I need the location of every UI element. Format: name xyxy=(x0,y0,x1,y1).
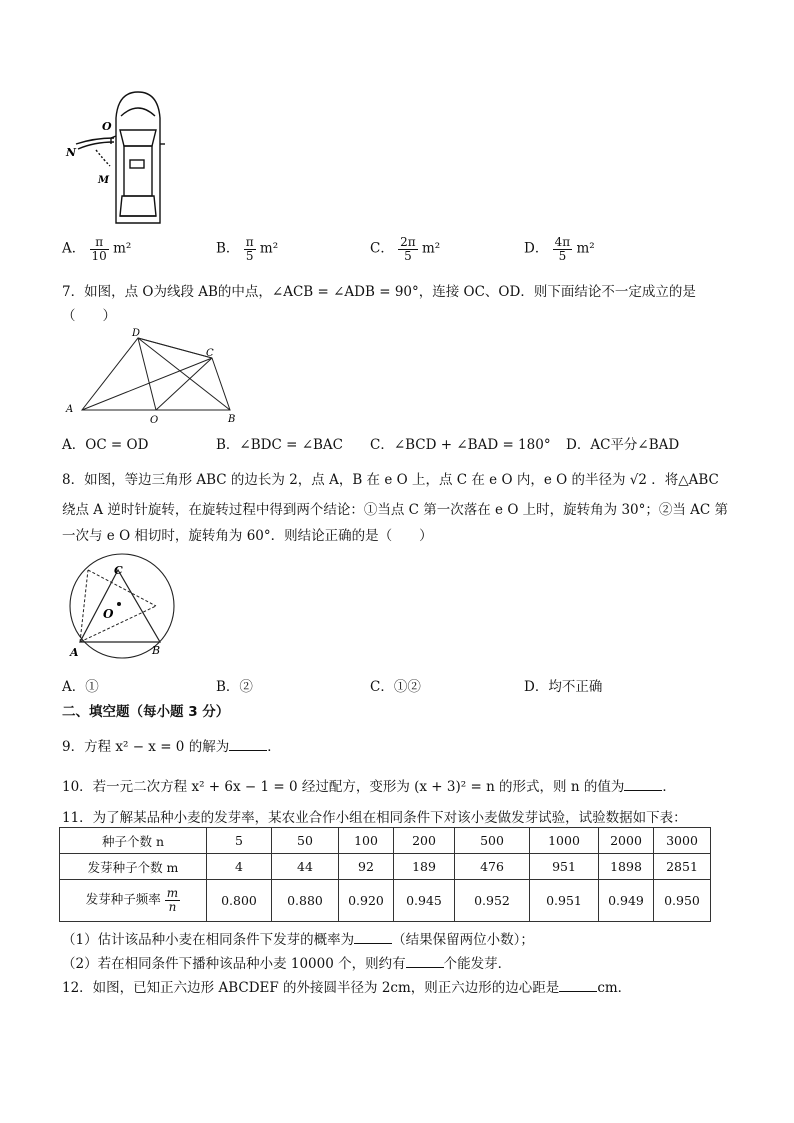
q10-answer-blank[interactable] xyxy=(624,778,662,791)
label-O: O xyxy=(103,607,114,621)
q7-option-d[interactable]: D．AC平分∠BAD xyxy=(566,437,680,453)
table-cell: 44 xyxy=(272,854,339,880)
q11-sub1-answer-blank[interactable] xyxy=(354,931,392,944)
table-cell: 92 xyxy=(339,854,394,880)
rotated-side-3 xyxy=(80,606,156,642)
car-rear-window xyxy=(120,196,156,216)
q7-stem-line2: （ ） xyxy=(62,308,116,324)
side-mirror xyxy=(76,138,114,149)
q12-answer-blank[interactable] xyxy=(559,979,597,992)
table-cell: 5 xyxy=(207,828,272,854)
q12: 12．如图，已知正六边形 ABCDEF 的外接圆半径为 2cm，则正六边形的边心距是 cm． xyxy=(62,980,632,996)
table-cell: 2851 xyxy=(654,854,711,880)
table-cell: 200 xyxy=(394,828,455,854)
q11-sub2-answer-blank[interactable] xyxy=(406,955,444,968)
center-O-dot xyxy=(117,602,121,606)
mirror-hinge xyxy=(111,136,116,144)
table-cell: 4 xyxy=(207,854,272,880)
label-O: O xyxy=(102,120,112,133)
car-roof xyxy=(124,146,152,196)
table-cell: 1000 xyxy=(530,828,599,854)
row-header-m: 发芽种子个数 m xyxy=(60,854,207,880)
label-B: B xyxy=(152,644,161,657)
table-cell: 951 xyxy=(530,854,599,880)
mirror-arc xyxy=(96,150,110,166)
table-cell: 100 xyxy=(339,828,394,854)
q7-stem-line1: 7．如图，点 O为线段 AB的中点，∠ACB = ∠ADB = 90°，连接 OC、OD．则下面结论不一定成立的是 xyxy=(62,284,696,300)
label-A: A xyxy=(70,646,79,659)
q8-option-d[interactable]: D．均不正确 xyxy=(524,679,603,695)
segment-OD xyxy=(138,338,156,410)
table-cell: 0.952 xyxy=(455,880,530,922)
section-heading: 二、填空题（每小题 3 分） xyxy=(62,704,230,720)
triangle-ABC xyxy=(80,570,160,642)
table-cell: 1898 xyxy=(599,854,654,880)
car-figure xyxy=(64,88,174,228)
q8-option-c[interactable]: C．①② xyxy=(370,679,421,695)
table-cell: 0.945 xyxy=(394,880,455,922)
rotated-side-1 xyxy=(80,570,88,642)
table-row xyxy=(60,828,711,854)
segment-OC xyxy=(156,358,212,410)
label-A: A xyxy=(66,404,74,415)
table-cell: 0.880 xyxy=(272,880,339,922)
segment-DC xyxy=(138,338,212,358)
segment-AC xyxy=(82,358,212,410)
car-body xyxy=(116,92,160,223)
q8-option-b[interactable]: B．② xyxy=(216,679,253,695)
table-cell: 189 xyxy=(394,854,455,880)
label-D: D xyxy=(132,328,141,339)
q7-option-c[interactable]: C．∠BCD + ∠BAD = 180° xyxy=(370,437,551,453)
table-cell: 0.950 xyxy=(654,880,711,922)
row-header-freq: 发芽种子频率 $\frac{m}{n}$ xyxy=(60,880,207,922)
label-O: O xyxy=(150,415,159,426)
table-cell: 50 xyxy=(272,828,339,854)
q8-figure xyxy=(62,552,182,664)
car-windshield xyxy=(120,130,156,146)
segment-BD xyxy=(138,338,230,410)
table-cell: 0.949 xyxy=(599,880,654,922)
label-C: C xyxy=(114,564,123,577)
table-cell: 500 xyxy=(455,828,530,854)
car-sunroof xyxy=(130,160,144,168)
q9-answer-blank[interactable] xyxy=(229,738,267,751)
label-B: B xyxy=(228,414,236,425)
q8-stem-line2: 绕点 A 逆时针旋转，在旋转过程中得到两个结论：①当点 C 第一次落在 e O 上时，旋转角为 30°；②当 AC 第 xyxy=(62,502,729,518)
label-M: M xyxy=(98,175,110,186)
q7-option-b[interactable]: B．∠BDC = ∠BAC xyxy=(216,437,344,453)
seed-table xyxy=(59,827,711,922)
q8-option-a[interactable]: A．① xyxy=(62,679,99,695)
q8-stem-line3: 一次与 e O 相切时，旋转角为 60°．则结论正确的是（ ） xyxy=(62,528,433,544)
car-hood xyxy=(121,108,155,116)
q6-option-c[interactable]: C． $\frac{2\pi}{5}$ m² xyxy=(370,235,441,263)
table-row xyxy=(60,880,711,922)
q6-option-a[interactable]: A． $\frac{\pi}{10}$ m² xyxy=(62,235,132,263)
table-cell: 3000 xyxy=(654,828,711,854)
table-cell: 0.920 xyxy=(339,880,394,922)
table-cell: 0.951 xyxy=(530,880,599,922)
label-N: N xyxy=(66,146,77,159)
table-cell: 476 xyxy=(455,854,530,880)
row-header-n: 种子个数 n xyxy=(60,828,207,854)
label-C: C xyxy=(206,348,214,359)
q8-stem-line1: 8．如图，等边三角形 ABC 的边长为 2，点 A，B 在 e O 上，点 C 在 e O 内，e O 的半径为 √2 ．将△ABC xyxy=(62,472,719,488)
q6-option-b[interactable]: B． $\frac{\pi}{5}$ m² xyxy=(216,235,279,263)
q7-option-a[interactable]: A．OC = OD xyxy=(62,437,149,453)
q9: 9．方程 x² − x = 0 的解为 ． xyxy=(62,739,281,755)
table-row xyxy=(60,854,711,880)
q10: 10．若一元二次方程 x² + 6x − 1 = 0 经过配方，变形为 (x + 3)² = n 的形式，则 n 的值为 ． xyxy=(62,779,676,795)
q11-stem: 11．为了解某品种小麦的发芽率，某农业合作小组在相同条件下对该小麦做发芽试验，试验数据如下表： xyxy=(62,810,687,826)
q7-figure xyxy=(62,326,242,426)
q11-sub2: （2）若在相同条件下播种该品种小麦 10000 个，则约有 个能发芽． xyxy=(62,956,512,972)
table-cell: 0.800 xyxy=(207,880,272,922)
q11-sub1: （1）估计该品种小麦在相同条件下发芽的概率为 （结果保留两位小数）； xyxy=(62,932,534,948)
table-cell: 2000 xyxy=(599,828,654,854)
q6-option-d[interactable]: D． $\frac{4\pi}{5}$ m² xyxy=(524,235,595,263)
